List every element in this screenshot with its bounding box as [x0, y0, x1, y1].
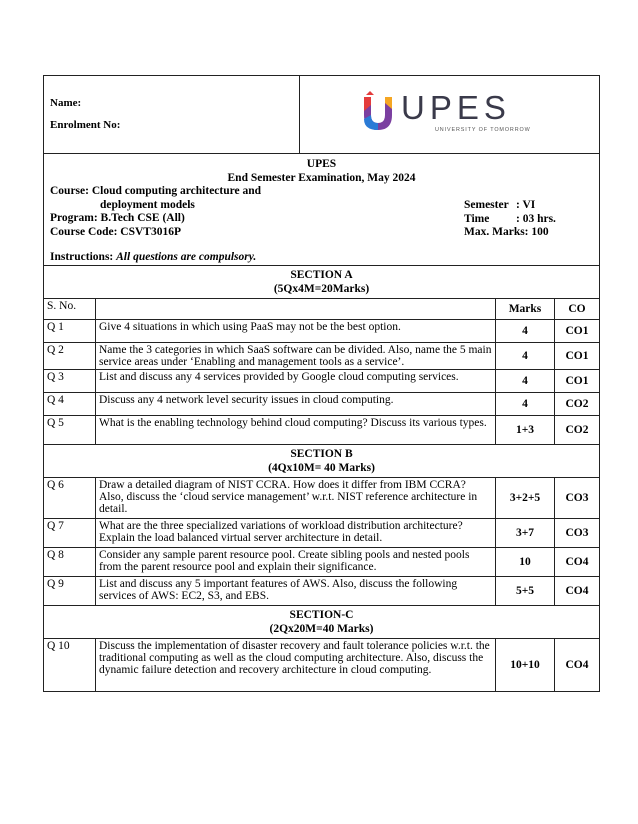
question-row: Q 9 List and discuss any 5 important features of AWS. Also, discuss the following services of AWS: EC2, S3, and EBS. 5+5 CO4 — [44, 577, 599, 606]
section-a-table — [44, 299, 599, 445]
section-c-heading — [44, 606, 599, 639]
enrolment-label: Enrolment No: — [50, 119, 121, 131]
program: Program: B.Tech CSE (All) — [50, 212, 185, 224]
logo-tagline: UNIVERSITY OF TOMORROW — [435, 127, 531, 133]
section-a-subtitle: (5Qx4M=20Marks) — [273, 283, 370, 295]
col-co: CO — [555, 299, 600, 320]
name-label: Name: — [50, 97, 82, 109]
col-question — [96, 299, 496, 320]
question-row: Q 2 Name the 3 categories in which SaaS software can be divided. Also, name the 5 main service areas under ‘Enabling and management tools as a service’. 4 CO1 — [44, 343, 599, 370]
upes-emblem-icon — [361, 91, 395, 133]
section-a-title: SECTION A — [290, 269, 353, 281]
question-row: Q 3 List and discuss any 4 services provided by Google cloud computing services. 4 CO1 — [44, 370, 599, 393]
question-row: Q 5 What is the enabling technology behind cloud computing? Discuss its various types. 1+3 CO2 — [44, 416, 599, 445]
student-info — [44, 76, 300, 153]
section-b-table — [44, 478, 599, 606]
semester: Semester : VI — [464, 199, 536, 211]
upes-logo — [361, 91, 531, 133]
instructions-text: All questions are compulsory. — [116, 250, 257, 263]
col-sno: S. No. — [44, 299, 96, 320]
question-row: Q 10 Discuss the implementation of disaster recovery and fault tolerance policies w.r.t. the traditional computing as well as the cloud computing architecture. Also, discuss the dynamic failure detection and recovery architecture in cloud computing. 10+10 CO4 — [44, 639, 599, 691]
course-line-1: Course: Cloud computing architecture and — [50, 185, 262, 197]
course-line-2: deployment models — [100, 198, 195, 211]
exam-paper — [43, 75, 600, 692]
question-row: Q 1 Give 4 situations in which using PaaS may not be the best option. 4 CO1 — [44, 320, 599, 343]
question-row: Q 6 Draw a detailed diagram of NIST CCRA. How does it differ from IBM CCRA? Also, discuss the ‘cloud service management’ w.r.t. NIST reference architecture in detail. 3+2+5 CO3 — [44, 478, 599, 519]
question-row: Q 4 Discuss any 4 network level security issues in cloud computing. 4 CO2 — [44, 393, 599, 416]
section-c-table — [44, 639, 599, 691]
course-code: Course Code: CSVT3016P — [50, 225, 181, 238]
section-b-heading — [44, 445, 599, 478]
section-c-subtitle: (2Qx20M=40 Marks) — [269, 623, 374, 635]
section-c-title: SECTION-C — [289, 609, 354, 621]
header-row — [44, 76, 599, 154]
logo-cell — [300, 76, 599, 153]
instructions: Instructions: All questions are compulsory. — [50, 250, 257, 263]
section-a-heading — [44, 266, 599, 299]
table-header-row — [44, 299, 599, 320]
exam-title: End Semester Examination, May 2024 — [227, 171, 416, 184]
section-b-title: SECTION B — [290, 448, 353, 460]
max-marks: Max. Marks: 100 — [464, 226, 549, 238]
time: Time : 03 hrs. — [464, 212, 556, 225]
exam-details — [44, 154, 599, 266]
question-row: Q 7 What are the three specialized variations of workload distribution architecture? Explain the load balanced virtual server architecture in detail. 3+7 CO3 — [44, 519, 599, 548]
logo-wordmark: UPES — [401, 89, 511, 126]
section-b-subtitle: (4Qx10M= 40 Marks) — [268, 462, 375, 474]
question-row: Q 8 Consider any sample parent resource pool. Create sibling pools and nested pools from the parent resource pool and explain their significance. 10 CO4 — [44, 548, 599, 577]
institution-name: UPES — [306, 158, 337, 170]
col-marks: Marks — [496, 299, 555, 320]
